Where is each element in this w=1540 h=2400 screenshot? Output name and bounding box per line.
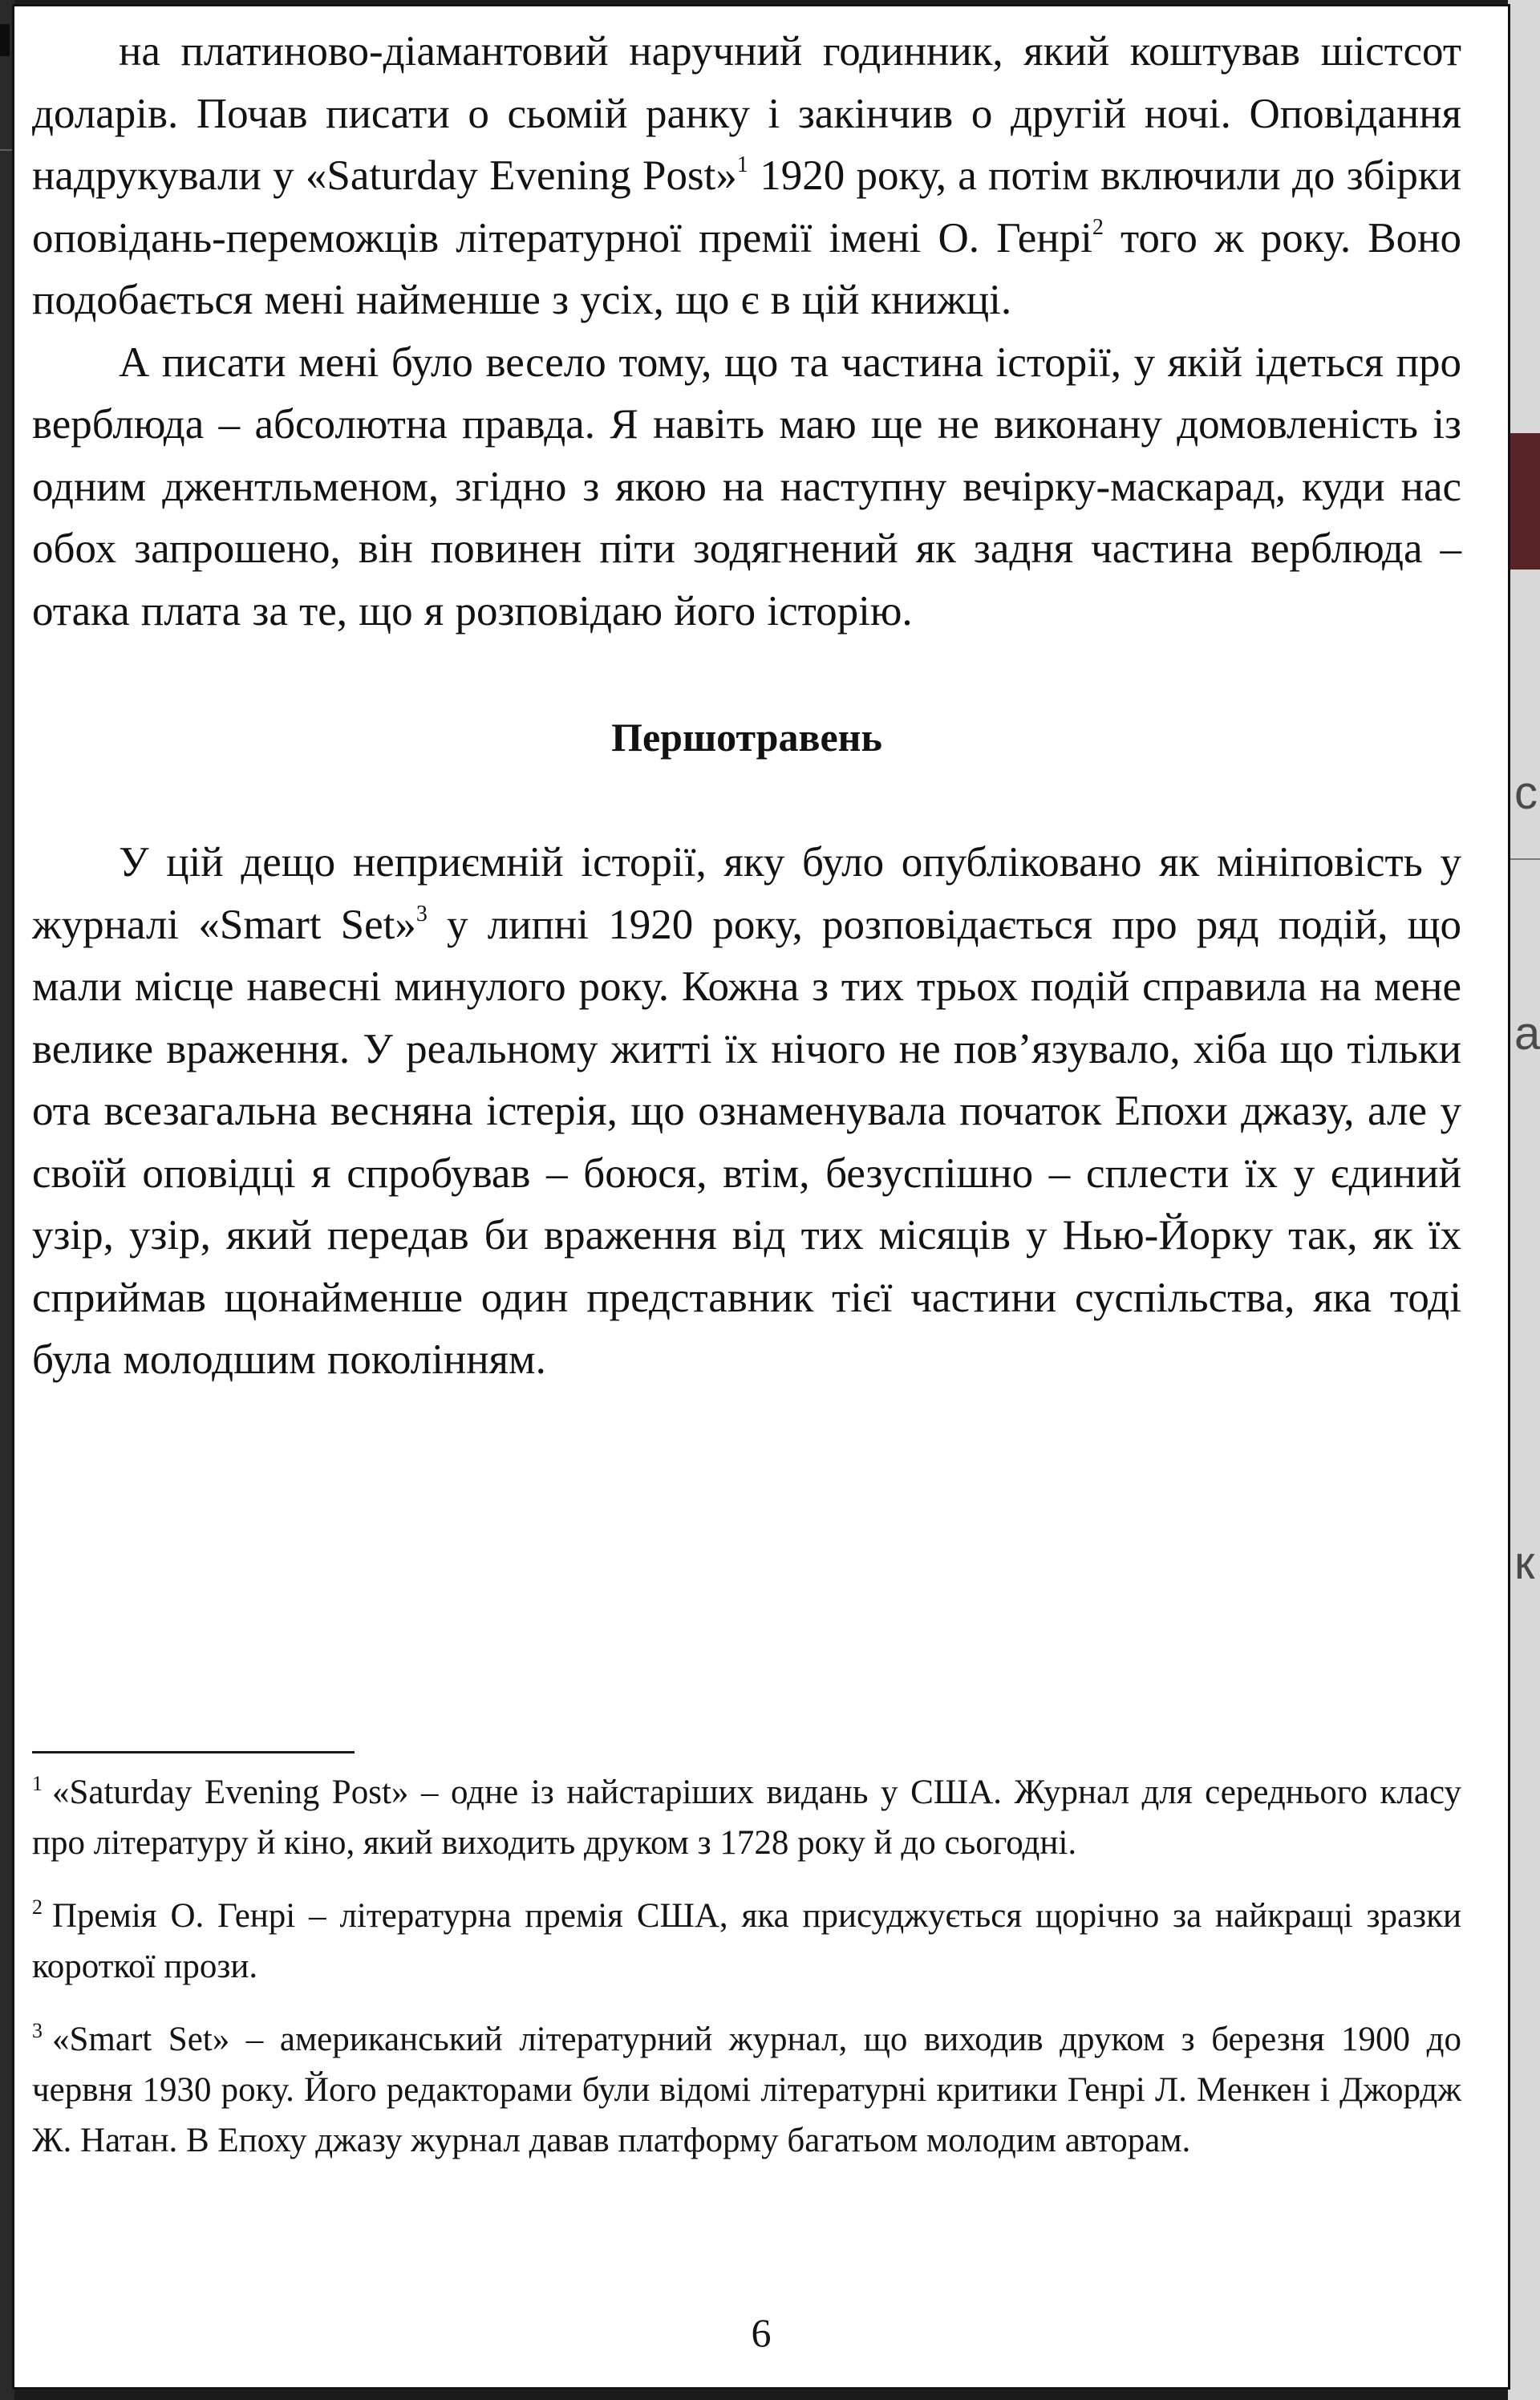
footnote-ref[interactable]: 3 <box>415 901 428 926</box>
background-window-left-edge <box>0 0 14 2400</box>
background-left-mark <box>0 24 10 56</box>
background-header-band <box>1508 433 1540 570</box>
background-left-divider <box>0 149 14 151</box>
intro-section <box>32 21 1461 643</box>
background-glyph: с <box>1514 767 1538 819</box>
footnote <box>32 2014 1461 2166</box>
footnotes <box>32 1767 1461 2188</box>
footnote-number: 2 <box>32 1895 43 1919</box>
footnote-text: Премія О. Генрі – літературна премія США, яка присуджується щорічно за найкращі зразки короткої прози. <box>32 1897 1461 1985</box>
paragraph-text: А писати мені було весело тому, що та частина історії, у якій ідеться про верблюда – абсолютна правда. Я навіть маю ще не виконану домовленість із одним джентльменом, згідно з якою на наступну вечірку-маскарад, куди нас обох запрошено, він повинен піти зодягнений як задня частина верблюда – отака плата за те, що я розповідаю його історію. <box>32 339 1461 634</box>
paragraph <box>32 832 1461 1392</box>
paragraph <box>32 21 1461 332</box>
page-number: 6 <box>751 2310 772 2355</box>
background-glyph: а <box>1514 1007 1540 1060</box>
footnote-text: «Smart Set» – американський літературний журнал, що виходив друком з березня 1900 до червня 1930 року. Його редакторами були відомі літературні критики Генрі Л. Менкен і Джордж Ж. Натан. В Епоху джазу журнал давав платформу багатьом молодим авторам. <box>32 2021 1461 2159</box>
paragraph-text: 1920 року, а потім включили до збірки оповідань-переможців літературної премії імені О. Генрі <box>32 152 1461 261</box>
footnote-separator <box>32 1751 355 1753</box>
paragraph-text: у липні 1920 року, розповідається про ряд подій, що мали місце навесні минулого року. Кожна з тих трьох подій справила на мене велике враження. У реальному житті їх нічого не пов’язувало, хіба що тільки ота всезагальна весняна істерія, що ознаменувала початок Епохи джазу, але у своїй оповідці я спробував – боюся, втім, безуспішно – сплести їх у єдиний узір, узір, який передав би враження від тих місяців у Нью-Йорку так, як їх сприймав щонайменше один представник тієї частини суспільства, яка тоді була молодшим поколінням. <box>32 901 1461 1383</box>
document-page[interactable] <box>14 6 1508 2387</box>
story-section <box>32 832 1461 1392</box>
footnote <box>32 1891 1461 1992</box>
footnote-number: 3 <box>32 2019 43 2042</box>
footnote-ref[interactable]: 1 <box>736 152 748 177</box>
section-heading: Першотравень <box>611 715 882 760</box>
footnote <box>32 1767 1461 1868</box>
background-glyph: к <box>1514 1537 1535 1589</box>
paragraph-text: У цій дещо неприємній історії, яку було опубліковано як мініповість у журналі «Smart Set» <box>32 839 1461 948</box>
footnote-number: 1 <box>32 1772 43 1795</box>
page-body <box>32 21 1461 1392</box>
paragraph <box>32 332 1461 643</box>
paragraph-text: на платиново-діамантовий наручний годинник, який коштував шістсот доларів. Почав писати о сьомій ранку і закінчив о другій ночі. Оповідання надрукували у «Saturday Evening Post» <box>32 28 1461 199</box>
background-window-right-edge <box>1508 0 1540 2400</box>
paragraph-text: того ж року. Воно подобається мені найменше з усіх, що є в цій книжці. <box>32 214 1461 323</box>
background-divider <box>1508 858 1540 860</box>
footnote-ref[interactable]: 2 <box>1092 214 1104 240</box>
footnote-text: «Saturday Evening Post» – одне із найстаріших видань у США. Журнал для середнього класу про літературу й кіно, який виходить друком з 1728 року й до сьогодні. <box>32 1774 1461 1862</box>
